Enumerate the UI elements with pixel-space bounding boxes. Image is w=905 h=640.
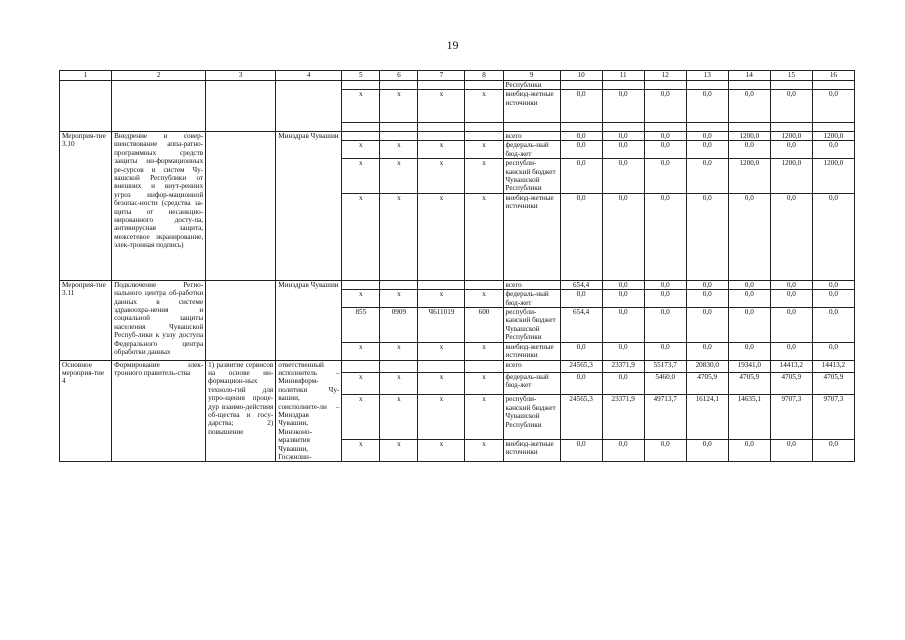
- column-number: 6: [380, 71, 418, 81]
- source-label: внебюд-жетные источники: [503, 342, 560, 360]
- value-cell: 14635,1: [728, 395, 770, 439]
- value-cell: 0,0: [770, 193, 812, 280]
- value-cell: 0,0: [644, 132, 686, 141]
- value-cell: 0,0: [602, 159, 644, 194]
- value-cell: 0,0: [560, 141, 602, 159]
- measure-result: 1) развитие сервисов на основе ин-формацион-ных техноло-гий для упро-щения проце-дур взаимо-действия об-щества и госу-дарства; 2) повышение: [206, 360, 276, 462]
- value-cell: 0,0: [728, 193, 770, 280]
- value-cell: 14413,2: [770, 360, 812, 372]
- value-cell: 0,0: [812, 290, 854, 308]
- value-cell: 24565,3: [560, 360, 602, 372]
- measure-executor: Минздрав Чувашии: [276, 132, 342, 281]
- value-cell: 20830,0: [686, 360, 728, 372]
- column-number: 15: [770, 71, 812, 81]
- column-number: 10: [560, 71, 602, 81]
- measure-name: Формирование элек-тронного правитель-ства: [112, 360, 206, 462]
- column-number: 1: [60, 71, 112, 81]
- column-number: 14: [728, 71, 770, 81]
- source-label: Республики: [503, 81, 560, 90]
- table-row: [60, 280, 855, 289]
- value-cell: 0,0: [560, 193, 602, 280]
- value-cell: 0,0: [686, 90, 728, 123]
- value-cell: 0,0: [644, 193, 686, 280]
- value-cell: 1200,0: [812, 159, 854, 194]
- value-cell: 0,0: [728, 342, 770, 360]
- source-label: республи-канский бюджет Чувашской Республики: [503, 159, 560, 194]
- value-cell: 4705,9: [812, 372, 854, 395]
- value-cell: 0,0: [686, 141, 728, 159]
- value-cell: 0,0: [812, 193, 854, 280]
- kbk-cell: Ч611019: [418, 308, 465, 343]
- source-label: всего: [503, 280, 560, 289]
- value-cell: 4705,9: [686, 372, 728, 395]
- table-row: x x x x внебюд-жетные источники 0,0 0,0 0,0 0,0 0,0 0,0 0,0: [60, 342, 855, 360]
- value-cell: 9707,3: [770, 395, 812, 439]
- source-label: внебюд-жетные источники: [503, 193, 560, 280]
- source-label: внебюд-жетные источники: [503, 90, 560, 123]
- measure-code: Мероприя-тие 3.10: [60, 132, 112, 281]
- value-cell: 0,0: [644, 159, 686, 194]
- value-cell: 19341,0: [728, 360, 770, 372]
- value-cell: 0,0: [644, 290, 686, 308]
- kbk-cell: x: [418, 90, 465, 123]
- value-cell: 0,0: [770, 308, 812, 343]
- source-label: федераль-ный бюд-жет: [503, 372, 560, 395]
- column-number: 13: [686, 71, 728, 81]
- value-cell: 0,0: [728, 308, 770, 343]
- value-cell: 0,0: [602, 439, 644, 462]
- value-cell: 0,0: [602, 342, 644, 360]
- value-cell: 0,0: [812, 90, 854, 123]
- value-cell: 0,0: [644, 439, 686, 462]
- table-row: x x x x федераль-ный бюд-жет 0,0 0,0 0,0 0,0 0,0 0,0 0,0: [60, 290, 855, 308]
- value-cell: 0,0: [686, 342, 728, 360]
- value-cell: 0,0: [602, 141, 644, 159]
- table-row: x x x x республи-канский бюджет Чувашской Республики 0,0 0,0 0,0 0,0 1200,0 1200,0 1200,0: [60, 159, 855, 194]
- value-cell: 0,0: [560, 342, 602, 360]
- value-cell: 0,0: [770, 439, 812, 462]
- value-cell: 0,0: [560, 132, 602, 141]
- value-cell: 23371,9: [602, 360, 644, 372]
- value-cell: 1200,0: [728, 132, 770, 141]
- value-cell: 0,0: [812, 439, 854, 462]
- kbk-cell: x: [465, 90, 503, 123]
- value-cell: 0,0: [770, 280, 812, 289]
- value-cell: 0,0: [560, 159, 602, 194]
- value-cell: 0,0: [644, 141, 686, 159]
- kbk-cell: 0909: [380, 308, 418, 343]
- value-cell: 0,0: [686, 280, 728, 289]
- table-row: x x x x федераль-ный бюд-жет 0,0 0,0 0,0 0,0 0,0 0,0 0,0: [60, 141, 855, 159]
- source-label: всего: [503, 132, 560, 141]
- value-cell: 4705,9: [728, 372, 770, 395]
- value-cell: 16124,1: [686, 395, 728, 439]
- value-cell: 0,0: [728, 439, 770, 462]
- table-row: x x x x федераль-ный бюд-жет 0,0 0,0 5460,0 4705,9 4705,9 4705,9 4705,9: [60, 372, 855, 395]
- measure-code: Мероприя-тие 3.11: [60, 280, 112, 360]
- value-cell: 0,0: [602, 372, 644, 395]
- value-cell: 0,0: [602, 132, 644, 141]
- value-cell: 0,0: [728, 141, 770, 159]
- kbk-cell: x: [342, 90, 380, 123]
- value-cell: 0,0: [602, 90, 644, 123]
- value-cell: 0,0: [728, 90, 770, 123]
- value-cell: 0,0: [560, 290, 602, 308]
- column-number: 16: [812, 71, 854, 81]
- value-cell: 24565,3: [560, 395, 602, 439]
- value-cell: 0,0: [560, 372, 602, 395]
- kbk-cell: 600: [465, 308, 503, 343]
- column-number: 11: [602, 71, 644, 81]
- column-number: 8: [465, 71, 503, 81]
- value-cell: 0,0: [812, 308, 854, 343]
- column-number: 9: [503, 71, 560, 81]
- value-cell: 0,0: [812, 342, 854, 360]
- value-cell: 14413,2: [812, 360, 854, 372]
- measure-executor: Минздрав Чувашии: [276, 280, 342, 360]
- value-cell: 0,0: [770, 290, 812, 308]
- value-cell: 5460,0: [644, 372, 686, 395]
- value-cell: 0,0: [812, 141, 854, 159]
- measure-name: Внедрение и совер-шенствование аппа-ратно-программных средств защиты ин-формационных ре-сурсов и систем Чу-вашской Республики от внешних и внут-ренних угроз инфор-мационной безопас-ности (средства за-щиты от несанкцио-нированного досту-па, антивирусная защита, межсетевое экранирование, элек-тронная подпись): [112, 132, 206, 281]
- column-number: 12: [644, 71, 686, 81]
- source-label: республи-канский бюджет Чувашской Республики: [503, 308, 560, 343]
- value-cell: 1200,0: [770, 159, 812, 194]
- kbk-cell: 855: [342, 308, 380, 343]
- measure-code: Основное мероприя-тие 4: [60, 360, 112, 462]
- source-label: всего: [503, 360, 560, 372]
- column-number: 3: [206, 71, 276, 81]
- value-cell: 55173,7: [644, 360, 686, 372]
- value-cell: 0,0: [770, 342, 812, 360]
- value-cell: 0,0: [644, 308, 686, 343]
- value-cell: 0,0: [686, 159, 728, 194]
- value-cell: 0,0: [602, 280, 644, 289]
- value-cell: 0,0: [560, 90, 602, 123]
- table-row: [60, 360, 855, 372]
- value-cell: 0,0: [686, 439, 728, 462]
- value-cell: 0,0: [812, 280, 854, 289]
- value-cell: 0,0: [560, 439, 602, 462]
- value-cell: 0,0: [602, 290, 644, 308]
- column-number: 7: [418, 71, 465, 81]
- measure-executor: ответственный исполнитель – Мининформ-политики Чу-вашии, соисполните-ли – Минздрав Чувашии, Минэконо-мразвития Чувашии, Госжилин-: [276, 360, 342, 462]
- table-row: [60, 81, 855, 90]
- table-row: [60, 132, 855, 141]
- value-cell: 23371,9: [602, 395, 644, 439]
- value-cell: 0,0: [728, 280, 770, 289]
- page-number: 19: [446, 38, 459, 52]
- value-cell: 0,0: [602, 193, 644, 280]
- value-cell: 4705,9: [770, 372, 812, 395]
- value-cell: 0,0: [644, 90, 686, 123]
- value-cell: 0,0: [602, 308, 644, 343]
- value-cell: 1200,0: [728, 159, 770, 194]
- value-cell: 0,0: [686, 290, 728, 308]
- table-row: x x x x республи-канский бюджет Чувашской Республики 24565,3 23371,9 49713,7 16124,1 14635,1 9707,3 9707,3: [60, 395, 855, 439]
- column-number-row: [60, 71, 855, 81]
- column-number: 5: [342, 71, 380, 81]
- column-number: 2: [112, 71, 206, 81]
- source-label: внебюд-жетные источники: [503, 439, 560, 462]
- column-number: 4: [276, 71, 342, 81]
- value-cell: 1200,0: [770, 132, 812, 141]
- source-label: федераль-ный бюд-жет: [503, 141, 560, 159]
- value-cell: 0,0: [770, 90, 812, 123]
- source-label: федераль-ный бюд-жет: [503, 290, 560, 308]
- kbk-cell: x: [380, 90, 418, 123]
- source-label: республи-канский бюджет Чувашской Республики: [503, 395, 560, 439]
- value-cell: 1200,0: [812, 132, 854, 141]
- measure-name: Подключение Регио-нального центра об-работки данных в системе здравоохра-нения и социальной защиты населения Чувашской Респуб-лики к узлу доступа Федерального центра обработки данных: [112, 280, 206, 360]
- value-cell: 0,0: [728, 290, 770, 308]
- value-cell: 654,4: [560, 280, 602, 289]
- value-cell: 9707,3: [812, 395, 854, 439]
- value-cell: 0,0: [686, 132, 728, 141]
- value-cell: 0,0: [770, 141, 812, 159]
- value-cell: 0,0: [644, 280, 686, 289]
- value-cell: 49713,7: [644, 395, 686, 439]
- table-row: x x x x внебюд-жетные источники 0,0 0,0 0,0 0,0 0,0 0,0 0,0: [60, 193, 855, 280]
- value-cell: 0,0: [686, 193, 728, 280]
- budget-table: [59, 70, 855, 462]
- table-row: x x x x внебюд-жетные источники 0,0 0,0 0,0 0,0 0,0 0,0 0,0: [60, 439, 855, 462]
- value-cell: 654,4: [560, 308, 602, 343]
- value-cell: 0,0: [686, 308, 728, 343]
- value-cell: 0,0: [644, 342, 686, 360]
